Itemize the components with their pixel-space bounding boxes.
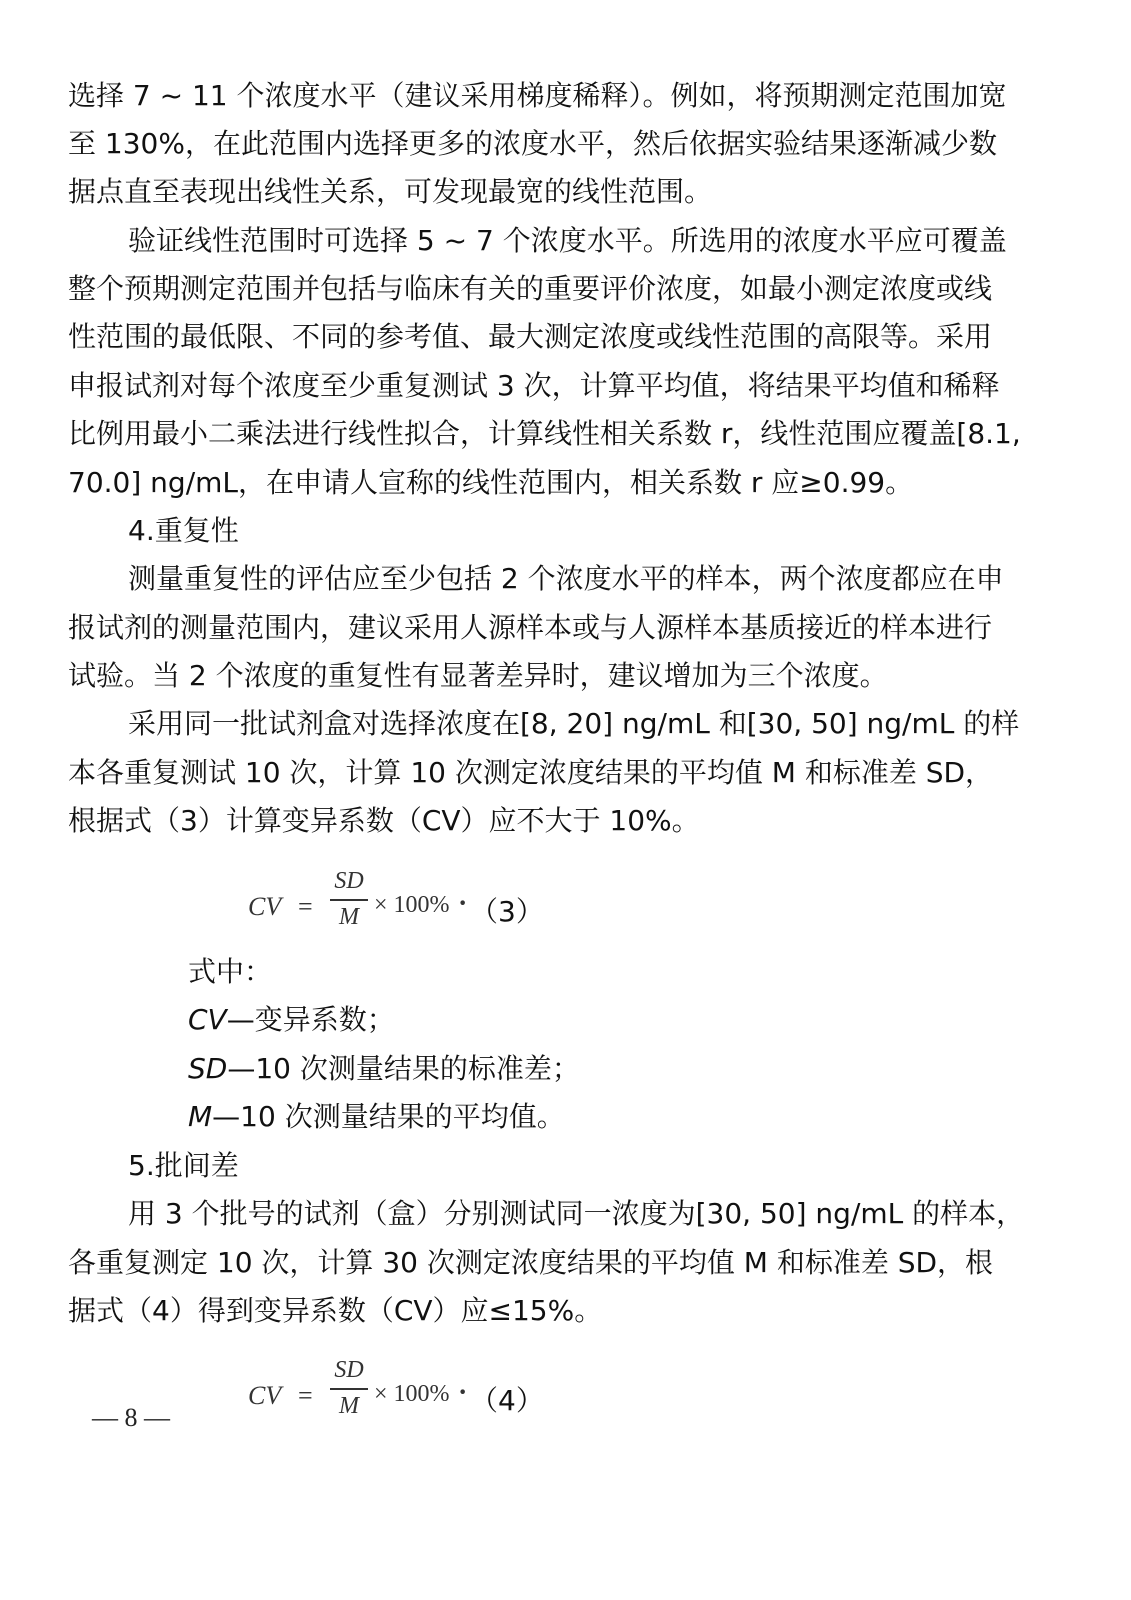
symbol-cv: CV xyxy=(188,1003,227,1036)
paragraph-line: 本各重复测试 10 次，计算 10 次测定浓度结果的平均值 M 和标准差 SD， xyxy=(68,756,994,789)
formula-denominator: M xyxy=(339,904,359,930)
formula-numerator: SD xyxy=(334,868,364,894)
formula-multiplier: × 100% xyxy=(374,1381,450,1407)
definition-cv: —变异系数； xyxy=(226,1003,395,1036)
formula-equals: = xyxy=(298,1381,313,1410)
formula-numerator: SD xyxy=(334,1357,364,1383)
definition-sd: —10 次测量结果的标准差； xyxy=(227,1052,580,1085)
paragraph-line: 至 130%，在此范围内选择更多的浓度水平，然后依据实验结果逐渐减少数 xyxy=(68,127,997,160)
section-heading: 5.批间差 xyxy=(128,1149,239,1182)
paragraph-line: 据点直至表现出线性关系，可发现最宽的线性范围。 xyxy=(68,175,713,208)
where-title: 式中： xyxy=(188,955,273,988)
paragraph-line: 报试剂的测量范围内，建议采用人源样本或与人源样本基质接近的样本进行 xyxy=(68,611,993,644)
formula-multiplier: × 100% xyxy=(374,892,450,918)
paragraph-line: 试验。当 2 个浓度的重复性有显著差异时，建议增加为三个浓度。 xyxy=(68,659,888,692)
formula-denominator: M xyxy=(339,1393,359,1419)
page-number: — 8 — xyxy=(92,1403,170,1432)
paragraph-line: 采用同一批试剂盒对选择浓度在[8, 20] ng/mL 和[30, 50] ng/mL 的样 xyxy=(128,707,1020,740)
paragraph-line: 申报试剂对每个浓度至少重复测试 3 次，计算平均值，将结果平均值和稀释 xyxy=(68,369,1000,402)
paragraph-line: 根据式（3）计算变异系数（CV）应不大于 10%。 xyxy=(68,804,700,837)
paragraph-line: 整个预期测定范围并包括与临床有关的重要评价浓度，如最小测定浓度或线 xyxy=(68,272,993,305)
paragraph-line: 比例用最小二乘法进行线性拟合，计算线性相关系数 r，线性范围应覆盖[8.1, xyxy=(68,417,1021,450)
paragraph-line: 70.0] ng/mL，在申请人宣称的线性范围内，相关系数 r 应≥0.99。 xyxy=(68,466,914,499)
paragraph-line: 据式（4）得到变异系数（CV）应≤15%。 xyxy=(68,1294,603,1327)
where-item-cv xyxy=(188,1003,395,1037)
paragraph-line: 各重复测定 10 次，计算 30 次测定浓度结果的平均值 M 和标准差 SD，根 xyxy=(68,1246,994,1279)
symbol-sd: SD xyxy=(188,1052,228,1085)
section-heading: 4.重复性 xyxy=(128,514,239,547)
paragraph-line: 用 3 个批号的试剂（盒）分别测试同一浓度为[30, 50] ng/mL 的样本， xyxy=(128,1197,1025,1230)
where-item-m xyxy=(188,1100,565,1134)
symbol-m: M xyxy=(188,1100,213,1133)
formula-lhs: CV xyxy=(248,1381,282,1410)
equation-number: （3） xyxy=(470,895,544,928)
fraction-bar xyxy=(330,899,368,901)
paragraph-line: 测量重复性的评估应至少包括 2 个浓度水平的样本，两个浓度都应在申 xyxy=(128,562,1004,595)
formula-lhs: CV xyxy=(248,892,282,921)
paragraph-line: 性范围的最低限、不同的参考值、最大测定浓度或线性范围的高限等。采用 xyxy=(68,320,993,353)
paragraph-line: 选择 7 ~ 11 个浓度水平（建议采用梯度稀释）。例如，将预期测定范围加宽 xyxy=(68,79,1007,112)
definition-m: —10 次测量结果的平均值。 xyxy=(212,1100,565,1133)
paragraph-line: 验证线性范围时可选择 5 ~ 7 个浓度水平。所选用的浓度水平应可覆盖 xyxy=(128,224,1007,257)
fraction-bar xyxy=(330,1388,368,1390)
formula-equals: = xyxy=(298,892,313,921)
formula-dot: · xyxy=(458,888,468,919)
formula-dot: · xyxy=(458,1377,468,1408)
where-item-sd xyxy=(188,1052,580,1086)
equation-number: （4） xyxy=(470,1384,544,1417)
